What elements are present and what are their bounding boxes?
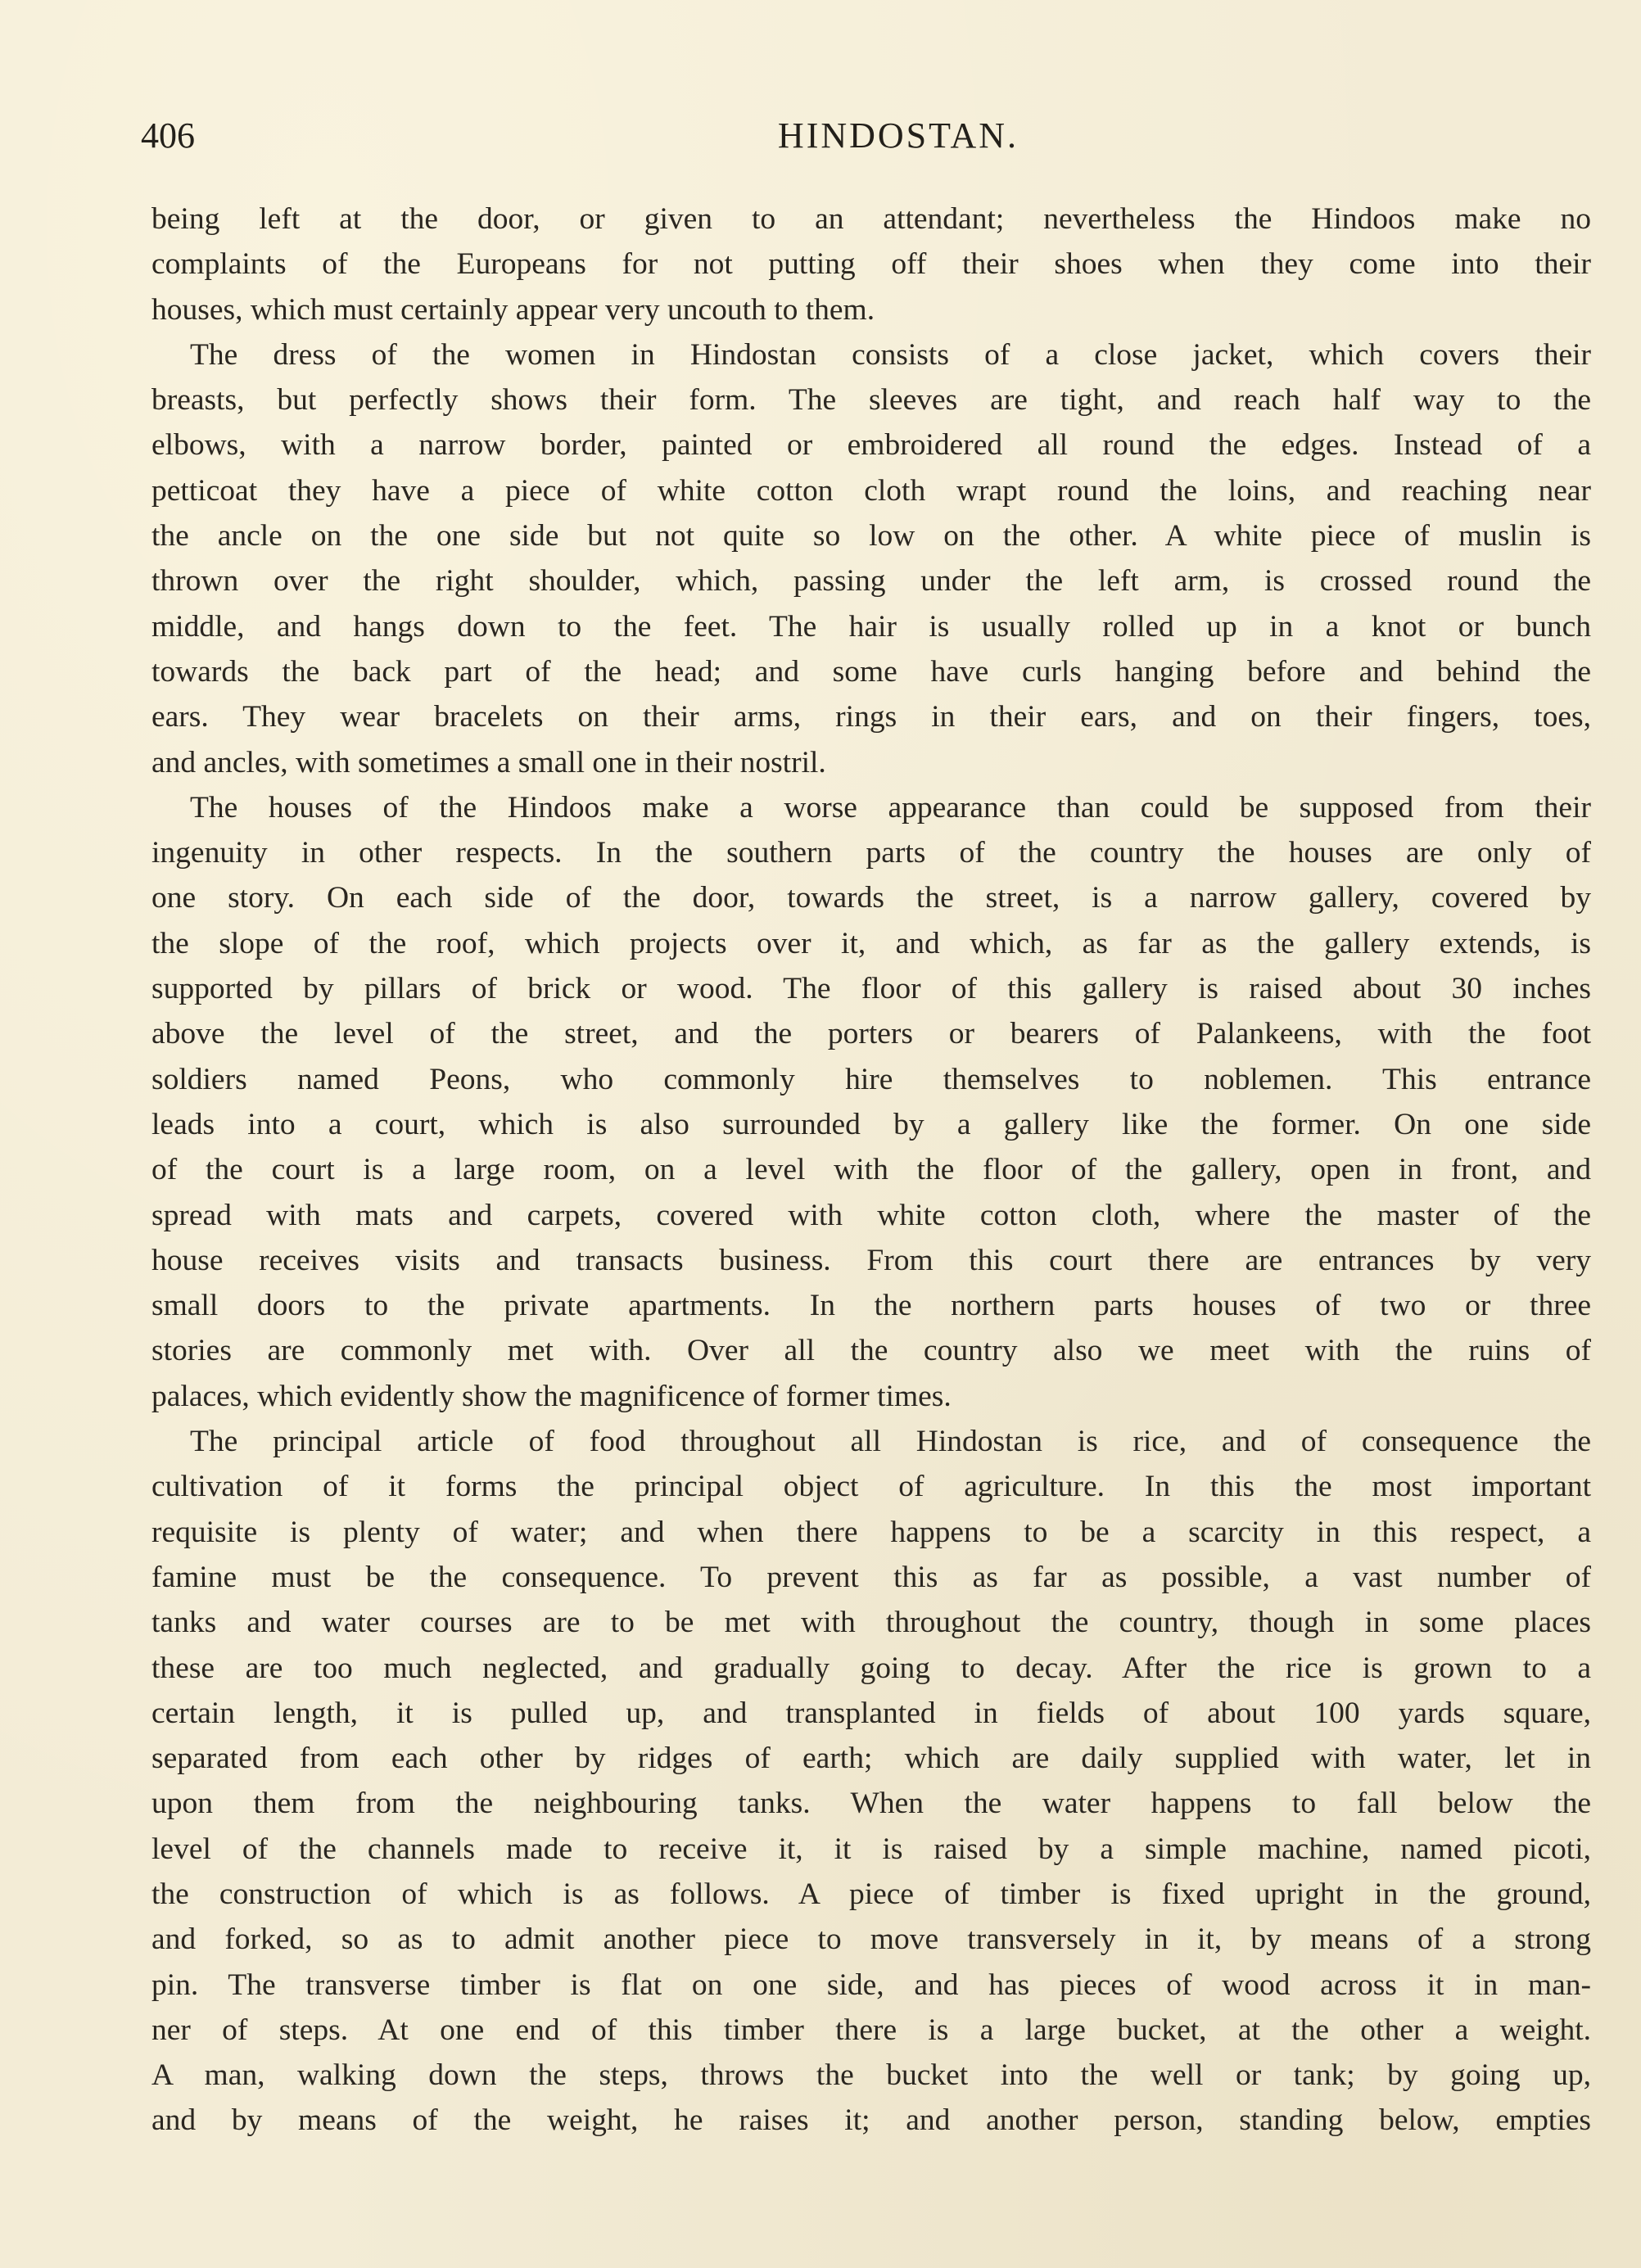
page-header bbox=[141, 115, 1590, 180]
text-line: middle, and hangs down to the feet. The hair is usually rolled up in a knot or bunch bbox=[151, 609, 1591, 644]
text-line: stories are commonly met with. Over all the country also we meet with the ruins of bbox=[151, 1334, 1591, 1368]
text-line: soldiers named Peons, who commonly hire themselves to noblemen. This entrance bbox=[151, 1062, 1591, 1096]
text-line: the ancle on the one side but not quite so low on the other. A white piece of muslin is bbox=[151, 519, 1591, 553]
text-line: elbows, with a narrow border, painted or embroidered all round the edges. Instead of a bbox=[151, 428, 1591, 463]
text-line: of the court is a large room, on a level with the floor of the gallery, open in front, and bbox=[151, 1153, 1591, 1187]
text-line: pin. The transverse timber is flat on one side, and has pieces of wood across it in man- bbox=[151, 1968, 1591, 2002]
text-line: being left at the door, or given to an attendant; nevertheless the Hindoos make no bbox=[151, 202, 1591, 236]
text-line: house receives visits and transacts business. From this court there are entrances by very bbox=[151, 1243, 1591, 1277]
page-number: 406 bbox=[141, 115, 195, 156]
text-line: ears. They wear bracelets on their arms, rings in their ears, and on their fingers, toes, bbox=[151, 700, 1591, 734]
text-line: the construction of which is as follows. A piece of timber is fixed upright in the ground, bbox=[151, 1877, 1591, 1911]
text-line: one story. On each side of the door, towards the street, is a narrow gallery, covered by bbox=[151, 881, 1591, 915]
text-line: The dress of the women in Hindostan consists of a close jacket, which covers their bbox=[190, 337, 1591, 372]
body-text bbox=[151, 197, 1591, 2144]
running-title: HINDOSTAN. bbox=[777, 115, 1019, 156]
text-line: ner of steps. At one end of this timber there is a large bucket, at the other a weight. bbox=[151, 2013, 1591, 2047]
text-line: these are too much neglected, and gradually going to decay. After the rice is grown to a bbox=[151, 1651, 1591, 1685]
text-line: thrown over the right shoulder, which, passing under the left arm, is crossed round the bbox=[151, 564, 1591, 599]
text-line: ingenuity in other respects. In the southern parts of the country the houses are only of bbox=[151, 836, 1591, 870]
text-line: complaints of the Europeans for not putting off their shoes when they come into their bbox=[151, 247, 1591, 282]
text-line: supported by pillars of brick or wood. The floor of this gallery is raised about 30 inches bbox=[151, 972, 1591, 1006]
text-line: and ancles, with sometimes a small one in their nostril. bbox=[151, 745, 826, 779]
text-line: level of the channels made to receive it, it is raised by a simple machine, named picoti, bbox=[151, 1832, 1591, 1866]
text-line: A man, walking down the steps, throws the bucket into the well or tank; by going up, bbox=[151, 2058, 1591, 2093]
text-line: famine must be the consequence. To prevent this as far as possible, a vast number of bbox=[151, 1560, 1591, 1594]
text-line: leads into a court, which is also surrounded by a gallery like the former. On one side bbox=[151, 1107, 1591, 1141]
text-line: upon them from the neighbouring tanks. When the water happens to fall below the bbox=[151, 1787, 1591, 1821]
bottom-margin bbox=[0, 2145, 1641, 2268]
text-line: separated from each other by ridges of earth; which are daily supplied with water, let in bbox=[151, 1742, 1591, 1776]
text-line: above the level of the street, and the porters or bearers of Palankeens, with the foot bbox=[151, 1017, 1591, 1051]
text-line: The houses of the Hindoos make a worse appearance than could be supposed from their bbox=[190, 790, 1591, 825]
text-line: the slope of the roof, which projects over it, and which, as far as the gallery extends, is bbox=[151, 926, 1591, 960]
text-line: and forked, so as to admit another piece to move transversely in it, by means of a strong bbox=[151, 1922, 1591, 1957]
text-line: small doors to the private apartments. In the northern parts houses of two or three bbox=[151, 1289, 1591, 1323]
text-line: cultivation of it forms the principal object of agriculture. In this the most important bbox=[151, 1470, 1591, 1504]
text-line: spread with mats and carpets, covered with white cotton cloth, where the master of the bbox=[151, 1198, 1591, 1232]
text-line: breasts, but perfectly shows their form. The sleeves are tight, and reach half way to the bbox=[151, 383, 1591, 418]
text-line: requisite is plenty of water; and when there happens to be a scarcity in this respect, a bbox=[151, 1515, 1591, 1549]
text-line: towards the back part of the head; and some have curls hanging before and behind the bbox=[151, 654, 1591, 689]
text-line: houses, which must certainly appear very uncouth to them. bbox=[151, 292, 875, 327]
text-line: petticoat they have a piece of white cotton cloth wrapt round the loins, and reaching near bbox=[151, 473, 1591, 508]
text-line: tanks and water courses are to be met with throughout the country, though in some places bbox=[151, 1606, 1591, 1640]
text-line: certain length, it is pulled up, and transplanted in fields of about 100 yards square, bbox=[151, 1696, 1591, 1730]
text-line: palaces, which evidently show the magnificence of former times. bbox=[151, 1379, 952, 1413]
text-line: and by means of the weight, he raises it; and another person, standing below, empties bbox=[151, 2103, 1591, 2138]
text-line: The principal article of food throughout all Hindostan is rice, and of consequence the bbox=[190, 1425, 1591, 1459]
